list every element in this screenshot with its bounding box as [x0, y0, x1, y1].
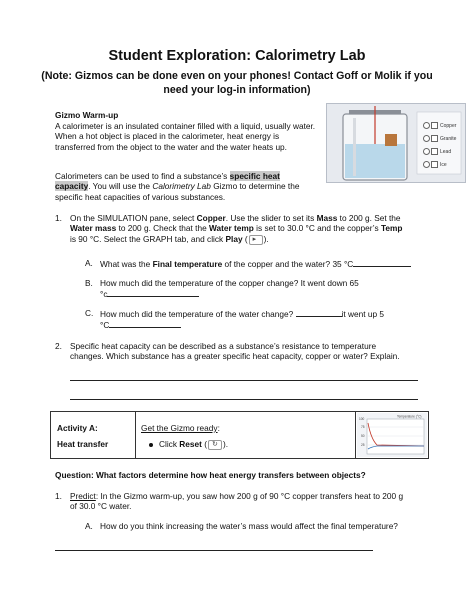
radio-icon[interactable]	[423, 161, 430, 168]
capacity-highlight: capacity	[55, 181, 89, 192]
q1a-text: What was the Final temperature of the copper and the water? 35 °C	[100, 258, 430, 269]
checkbox-icon[interactable]	[431, 161, 438, 168]
answer-blank[interactable]	[107, 288, 199, 297]
reset-instruction: Click Reset ( ↻ ).	[149, 439, 228, 450]
q1c-text: How much did the temperature of the water change? it went up 5 °C	[100, 309, 384, 331]
warmup-p2-text-c: Gizmo to determine the specific heat capacities of various substances.	[55, 181, 300, 202]
answer-line[interactable]	[70, 399, 418, 400]
calorimeter-image	[326, 103, 466, 183]
checkbox-icon[interactable]	[431, 148, 438, 155]
warmup-paragraph-2	[55, 171, 317, 202]
answer-blank[interactable]	[296, 308, 342, 317]
section-question: Question: What factors determine how heat energy transfers between objects?	[55, 470, 366, 480]
specific-heat-highlight: specific heat	[229, 171, 280, 181]
checkbox-icon[interactable]	[431, 122, 438, 129]
temperature-graph-thumbnail	[357, 413, 427, 457]
table-divider	[135, 412, 136, 458]
option-lead[interactable]: Lead	[423, 148, 451, 155]
get-ready-heading: Get the Gizmo ready:	[141, 423, 220, 433]
radio-icon[interactable]	[423, 135, 430, 142]
calorimeter-drawing	[327, 104, 465, 182]
checkbox-icon[interactable]	[431, 135, 438, 142]
radio-icon[interactable]	[423, 148, 430, 155]
play-icon: ▸	[249, 235, 263, 245]
q1-number: 1.	[55, 213, 62, 223]
graph-title: Temperature (°C)	[397, 414, 422, 419]
answer-blank[interactable]	[353, 258, 411, 267]
q1a-label: A.	[85, 258, 93, 268]
q1c-label: C.	[85, 308, 94, 318]
option-granite[interactable]: Granite	[423, 135, 456, 142]
predict-number: 1.	[55, 491, 62, 501]
q1-text: On the SIMULATION pane, select Copper. Use the slider to set its Mass to 200 g. Set the Water mass to 200 g. Check that the Water temp is set to 30.0 °C and the copper’s Temp is 90 °C. Select the GRAPH tab, and click Play ( ▸ ).	[70, 213, 403, 244]
answer-blank[interactable]	[109, 319, 181, 328]
table-divider	[355, 412, 356, 458]
option-ice[interactable]: Ice	[423, 161, 447, 168]
graph-tick: 75	[361, 425, 365, 429]
q2-number: 2.	[55, 341, 62, 351]
graph-tick: 50	[361, 434, 365, 438]
activity-topic: Heat transfer	[57, 439, 109, 449]
reset-icon: ↻	[208, 440, 222, 450]
warmup-p2-text: Calorimeters can be used to find a substance’s	[55, 171, 230, 181]
page-title: Student Exploration: Calorimetry Lab	[108, 48, 366, 64]
answer-line[interactable]	[70, 380, 418, 381]
option-copper[interactable]: Copper	[423, 122, 456, 129]
warmup-heading: Gizmo Warm-up	[55, 110, 119, 120]
graph-tick: 25	[361, 443, 365, 447]
predict-a-label: A.	[85, 521, 93, 531]
login-note: (Note: Gizmos can be done even on your phones! Contact Goff or Molik if you need your log-in information)	[41, 70, 433, 96]
graph-tick: 100	[359, 417, 365, 421]
warmup-paragraph-1: A calorimeter is an insulated container filled with a liquid, usually water. When a hot object is placed in the calorimeter, heat energy is transferred from the object to the water and the water heats up.	[55, 121, 316, 152]
predict-a-text: How do you think increasing the water’s mass would affect the final temperature?	[100, 521, 398, 531]
answer-line[interactable]	[55, 550, 373, 551]
radio-icon[interactable]	[423, 122, 430, 129]
predict-text: Predict: In the Gizmo warm-up, you saw how 200 g of 90 °C copper transfers heat to 200 g of 30.0 °C water.	[70, 491, 404, 512]
warmup-p2-text-b: . You will use the	[88, 181, 153, 192]
activity-table	[50, 411, 429, 459]
bullet-icon	[149, 443, 153, 447]
q1b-label: B.	[85, 278, 93, 288]
q2-text: Specific heat capacity can be described as a substance’s resistance to temperature changes. Which substance has a greater specific heat capacity, copper or water? Explain.	[70, 341, 400, 362]
activity-label: Activity A:	[57, 423, 98, 433]
calorimetry-lab-title: Calorimetry Lab	[152, 181, 211, 192]
q1b-text: How much did the temperature of the copper change? It went down 65 °c	[100, 278, 359, 300]
